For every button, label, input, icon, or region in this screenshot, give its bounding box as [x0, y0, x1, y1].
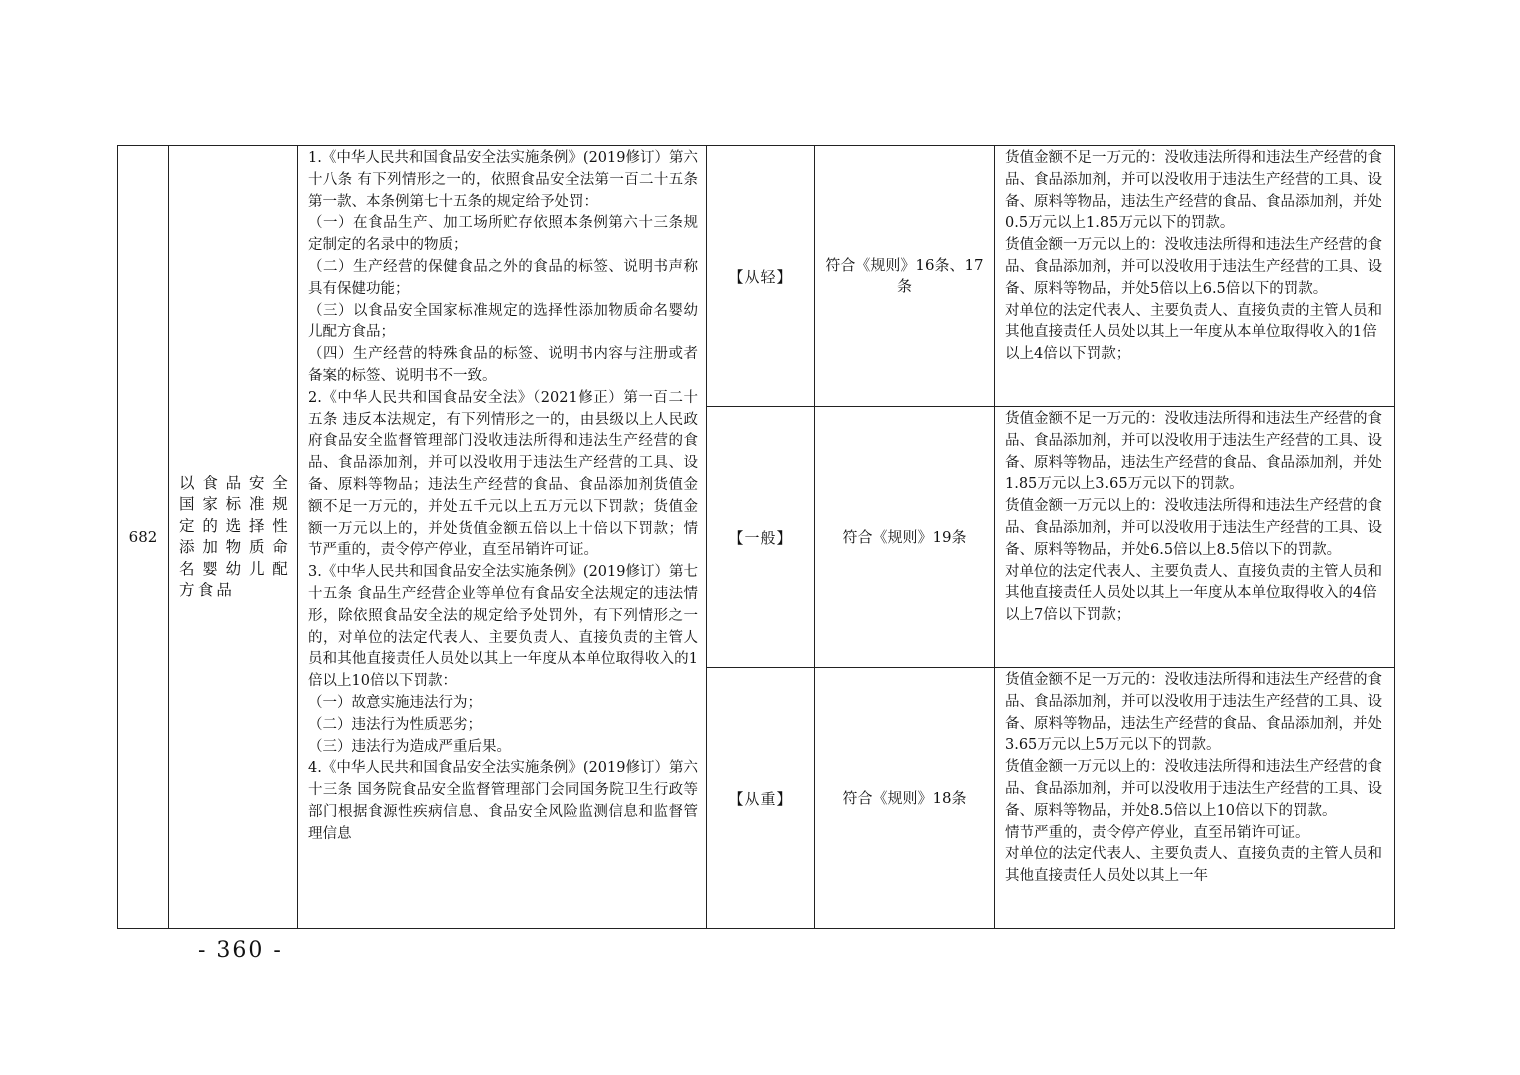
- legal-basis-text: 1.《中华人民共和国食品安全法实施条例》(2019修订）第六十八条 有下列情形之一的，依照食品安全法第一百二十五条第一款、本条例第七十五条的规定给予处罚： （一）在食品生产、加工场所贮存依照本条例第六十三条规定制定的名录中的物质； （二）生产经营的保健食品之外的食品的标签、说明书声称具有保健功能； （三）以食品安全国家标准规定的选择性添加物质命名婴幼儿配方食品； （四）生产经营的特殊食品的标签、说明书内容与注册或者备案的标签、说明书不一致。 2.《中华人民共和国食品安全法》（2021修正）第一百二十五条 违反本法规定，有下列情形之一的，由县级以上人民政府食品安全监督管理部门没收违法所得和违法生产经营的食品、食品添加剂，并可以没收用于违法生产经营的工具、设备、原料等物品；违法生产经营的食品、食品添加剂货值金额不足一万元的，并处五千元以上五万元以下罚款；货值金额一万元以上的，并处货值金额五倍以上十倍以下罚款；情节严重的，责令停产停业，直至吊销许可证。 3.《中华人民共和国食品安全法实施条例》(2019修订）第七十五条 食品生产经营企业等单位有食品安全法规定的违法情形，除依照食品安全法的规定给予处罚外，有下列情形之一的，对单位的法定代表人、主要负责人、直接负责的主管人员和其他直接责任人员处以其上一年度从本单位取得收入的1倍以上10倍以下罚款： （一）故意实施违法行为； （二）违法行为性质恶劣； （三）违法行为造成严重后果。 4.《中华人民共和国食品安全法实施条例》(2019修订）第六十三条 国务院食品安全监督管理部门会同国务院卫生行政等部门根据食源性疾病信息、食品安全风险监测信息和监督管理信息: [308, 150, 698, 842]
- standard-general: 货值金额不足一万元的：没收违法所得和违法生产经营的食品、食品添加剂，并可以没收用于违法生产经营的工具、设备、原料等物品，违法生产经营的食品、食品添加剂，并处1.85万元以上3.65万元以下的罚款。 货值金额一万元以上的：没收违法所得和违法生产经营的食品、食品添加剂，并可以没收用于违法生产经营的工具、设备、原料等物品，并处6.5倍以上8.5倍以下的罚款。 对单位的法定代表人、主要负责人、直接负责的主管人员和其他直接责任人员处以其上一年度从本单位取得收入的4倍以上7倍以下罚款；: [1005, 411, 1382, 624]
- legal-basis-cell: [298, 146, 707, 929]
- level-severe: 【从重】: [707, 668, 815, 929]
- condition-severe: 符合《规则》18条: [815, 668, 995, 929]
- standard-lenient-cell: [995, 146, 1395, 407]
- standard-general-cell: [995, 407, 1395, 668]
- level-lenient: 【从轻】: [707, 146, 815, 407]
- penalty-standard-table: [117, 145, 1395, 929]
- violation-item: 以食品安全国家标准规定的选择性添加物质命名婴幼儿配方食品: [169, 146, 298, 929]
- page-number: - 360 -: [198, 938, 283, 963]
- row-number: 682: [118, 146, 169, 929]
- standard-lenient: 货值金额不足一万元的：没收违法所得和违法生产经营的食品、食品添加剂，并可以没收用于违法生产经营的工具、设备、原料等物品，违法生产经营的食品、食品添加剂，并处0.5万元以上1.85万元以下的罚款。 货值金额一万元以上的：没收违法所得和违法生产经营的食品、食品添加剂，并可以没收用于违法生产经营的工具、设备、原料等物品，并处5倍以上6.5倍以下的罚款。 对单位的法定代表人、主要负责人、直接负责的主管人员和其他直接责任人员处以其上一年度从本单位取得收入的1倍以上4倍以下罚款；: [1005, 150, 1382, 363]
- standard-severe-cell: [995, 668, 1395, 929]
- condition-lenient: 符合《规则》16条、17条: [815, 146, 995, 407]
- level-general: 【一般】: [707, 407, 815, 668]
- standard-severe: 货值金额不足一万元的：没收违法所得和违法生产经营的食品、食品添加剂，并可以没收用于违法生产经营的工具、设备、原料等物品，违法生产经营的食品、食品添加剂，并处3.65万元以上5万元以下的罚款。 货值金额一万元以上的：没收违法所得和违法生产经营的食品、食品添加剂，并可以没收用于违法生产经营的工具、设备、原料等物品，并处8.5倍以上10倍以下的罚款。 情节严重的，责令停产停业，直至吊销许可证。 对单位的法定代表人、主要负责人、直接负责的主管人员和其他直接责任人员处以其上一年: [1005, 672, 1382, 885]
- condition-general: 符合《规则》19条: [815, 407, 995, 668]
